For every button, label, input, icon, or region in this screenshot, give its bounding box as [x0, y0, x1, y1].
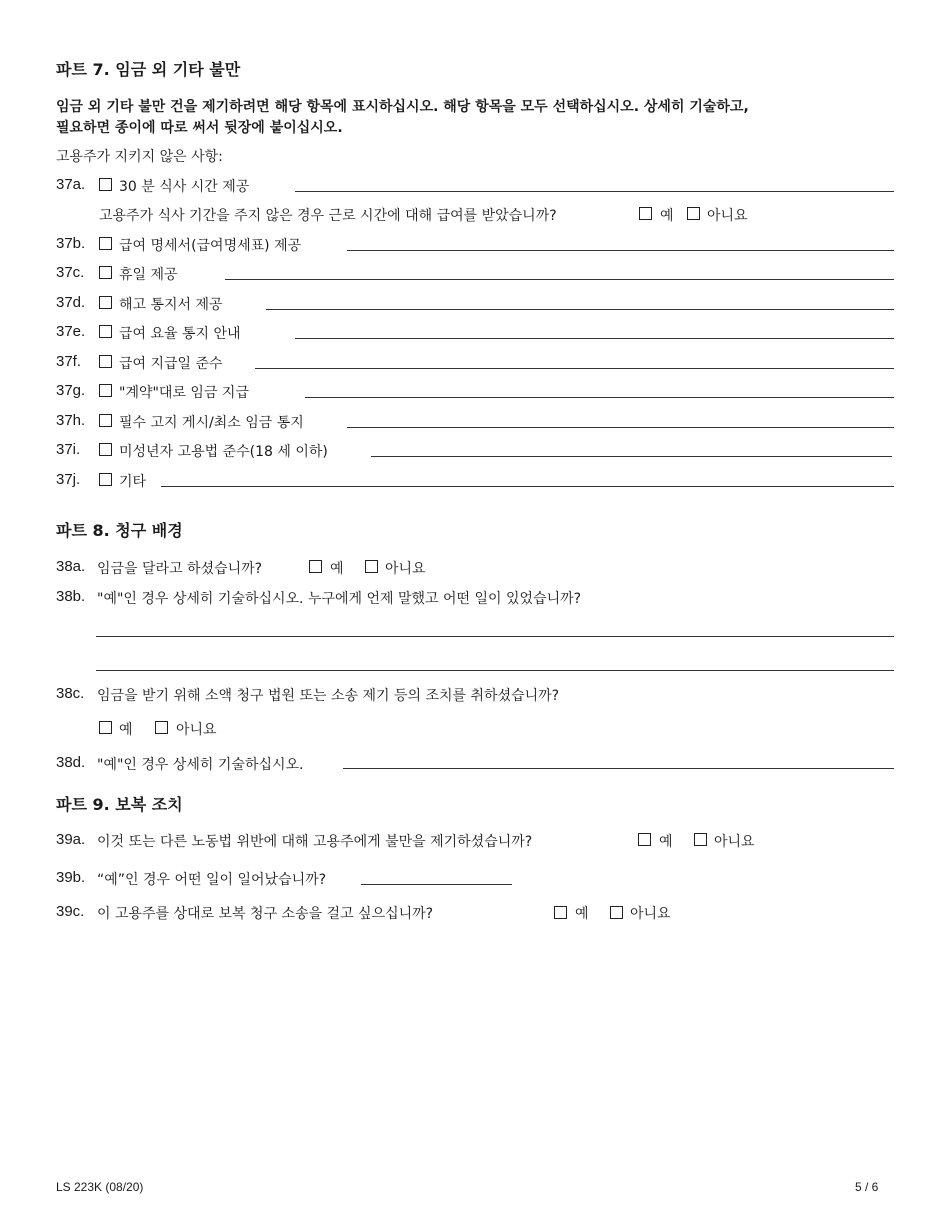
item-checkbox[interactable]: [99, 414, 112, 427]
item-number: 37j.: [56, 471, 81, 488]
item-detail-line[interactable]: [295, 191, 894, 192]
item-checkbox[interactable]: [99, 237, 112, 250]
item-label: 필수 고지 게시/최소 임금 통지: [119, 415, 304, 431]
item-detail-line[interactable]: [347, 427, 894, 428]
item-checkbox[interactable]: [99, 473, 112, 486]
meal-yes-label: 예: [660, 208, 674, 224]
q39c-yes-checkbox[interactable]: [554, 906, 567, 919]
item-detail-line[interactable]: [371, 456, 892, 457]
q39a-no-label: 아니요: [714, 834, 755, 850]
item-label: 급여 지급일 준수: [119, 356, 223, 372]
item-checkbox[interactable]: [99, 355, 112, 368]
meal-question: 고용주가 식사 기간을 주지 않은 경우 근로 시간에 대해 급여를 받았습니까?: [99, 208, 557, 224]
item-number: 37f.: [56, 353, 82, 370]
q38a-yes-label: 예: [330, 561, 344, 577]
item-detail-line[interactable]: [255, 368, 894, 369]
page-number: 5 / 6: [855, 1180, 879, 1194]
q38c-number: 38c.: [56, 685, 85, 702]
meal-no-label: 아니요: [707, 208, 748, 224]
item-label: 30 분 식사 시간 제공: [119, 179, 250, 195]
q38a-number: 38a.: [56, 558, 86, 575]
item-label: 급여 명세서(급여명세표) 제공: [119, 238, 302, 254]
item-label: 휴일 제공: [119, 267, 178, 283]
item-checkbox[interactable]: [99, 266, 112, 279]
q39c-number: 39c.: [56, 903, 85, 920]
meal-yes-checkbox[interactable]: [639, 207, 652, 220]
part8-heading: 파트 8. 청구 배경: [56, 521, 183, 540]
item-detail-line[interactable]: [295, 338, 894, 339]
item-checkbox[interactable]: [99, 325, 112, 338]
item-checkbox[interactable]: [99, 296, 112, 309]
q38a-text: 임금을 달라고 하셨습니까?: [97, 561, 263, 577]
q39a-yes-checkbox[interactable]: [638, 833, 651, 846]
q38d-answer-line[interactable]: [343, 768, 894, 769]
q38b-number: 38b.: [56, 588, 86, 605]
q39a-yes-label: 예: [659, 834, 673, 850]
q39c-text: 이 고용주를 상대로 보복 청구 소송을 걸고 싶으십니까?: [97, 906, 434, 922]
part7-instruction-1: 임금 외 기타 불만 건을 제기하려면 해당 항목에 표시하십시오. 해당 항목을 모두 선택하십시오. 상세히 기술하고,: [56, 99, 749, 115]
item-detail-line[interactable]: [305, 397, 894, 398]
q39a-no-checkbox[interactable]: [694, 833, 707, 846]
q38c-yes-checkbox[interactable]: [99, 721, 112, 734]
part7-subtitle: 고용주가 지키지 않은 사항:: [56, 149, 223, 165]
item-number: 37i.: [56, 441, 81, 458]
part7-instruction-2: 필요하면 종이에 따로 써서 뒷장에 붙이십시오.: [56, 120, 343, 136]
item-checkbox[interactable]: [99, 178, 112, 191]
q38c-text: 임금을 받기 위해 소액 청구 법원 또는 소송 제기 등의 조치를 취하셨습니까?: [97, 688, 560, 704]
part7-heading: 파트 7. 임금 외 기타 불만: [56, 60, 241, 79]
item-checkbox[interactable]: [99, 443, 112, 456]
q38c-yes-label: 예: [119, 722, 133, 738]
item-checkbox[interactable]: [99, 384, 112, 397]
item-number: 37g.: [56, 382, 86, 399]
q39c-no-checkbox[interactable]: [610, 906, 623, 919]
item-number: 37c.: [56, 264, 85, 281]
q38b-answer-line-2[interactable]: [96, 670, 894, 671]
q39b-number: 39b.: [56, 869, 86, 886]
item-label: 급여 요율 통지 안내: [119, 326, 241, 342]
item-number: 37b.: [56, 235, 86, 252]
item-number: 37h.: [56, 412, 86, 429]
q38a-yes-checkbox[interactable]: [309, 560, 322, 573]
q38d-text: "예"인 경우 상세히 기술하십시오.: [97, 757, 304, 773]
q39a-text: 이것 또는 다른 노동법 위반에 대해 고용주에게 불만을 제기하셨습니까?: [97, 834, 533, 850]
item-number: 37e.: [56, 323, 86, 340]
q38d-number: 38d.: [56, 754, 86, 771]
form-id: LS 223K (08/20): [56, 1180, 144, 1194]
q38b-text: "예"인 경우 상세히 기술하십시오. 누구에게 언제 말했고 어떤 일이 있었습니까?: [97, 591, 582, 607]
q39c-no-label: 아니요: [630, 906, 671, 922]
item-detail-line[interactable]: [161, 486, 894, 487]
item-label: 기타: [119, 474, 147, 490]
q39b-text: “예”인 경우 어떤 일이 일어났습니까?: [97, 872, 327, 888]
item-detail-line[interactable]: [225, 279, 894, 280]
q38c-no-label: 아니요: [176, 722, 217, 738]
q38b-answer-line-1[interactable]: [96, 636, 894, 637]
part9-heading: 파트 9. 보복 조치: [56, 795, 183, 814]
item-number: 37d.: [56, 294, 86, 311]
q38c-no-checkbox[interactable]: [155, 721, 168, 734]
q39a-number: 39a.: [56, 831, 86, 848]
item-number: 37a.: [56, 176, 86, 193]
item-label: 미성년자 고용법 준수(18 세 이하): [119, 444, 328, 460]
q38a-no-label: 아니요: [385, 561, 426, 577]
item-detail-line[interactable]: [347, 250, 894, 251]
item-label: 해고 통지서 제공: [119, 297, 223, 313]
q39c-yes-label: 예: [575, 906, 589, 922]
item-label: "계약"대로 임금 지급: [119, 385, 249, 401]
q39b-answer-line[interactable]: [361, 884, 512, 885]
item-detail-line[interactable]: [266, 309, 894, 310]
meal-no-checkbox[interactable]: [687, 207, 700, 220]
q38a-no-checkbox[interactable]: [365, 560, 378, 573]
